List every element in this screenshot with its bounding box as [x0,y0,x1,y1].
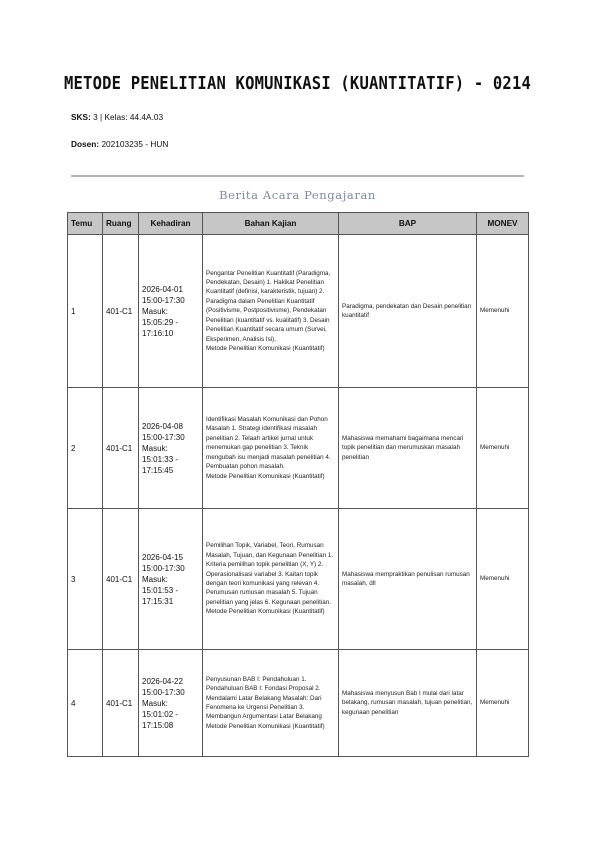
cell-temu: 1 [68,235,103,388]
header-monev: MONEV [477,213,529,235]
header-kehadiran: Kehadiran [139,213,203,235]
keluar-time: 17:15:31 [142,596,174,606]
keluar-time: 17:15:08 [142,720,174,730]
keluar-time: 17:16:10 [142,328,174,338]
jam: 15:00-17:30 [142,687,185,697]
masuk-label: Masuk: [142,698,168,708]
bap-table [67,212,529,757]
bahan-text: Pengantar Penelitian Kuantitatif (Paradigma, Pendekatan, Desain) 1. Hakikat Penelitian Kuantitatif (definisi, karakteristik, tujuan) 2. Paradigma dalam Penelitian Kuantitatif (Positivisme, Postpositivisme), Pendekatan Penelitian (kuantitatif vs. kualitatif) 3. Desain Penelitian Kuantitatif secara umum (Survei, Eksperimen, Analisis Isi). [206,269,331,343]
sks-label: SKS: [71,112,91,122]
bahan-mk: Metode Penelitian Komunikasi (Kuantitatif) [206,722,325,730]
cell-temu: 4 [68,650,103,757]
cell-bahan-kajian [203,509,339,650]
bahan-mk: Metode Penelitian Komunikasi (Kuantitatif) [206,608,325,616]
cell-bahan-kajian [203,235,339,388]
divider [71,175,524,177]
masuk-time: 15:05:29 - [142,317,179,327]
jam: 15:00-17:30 [142,295,185,305]
cell-temu: 2 [68,388,103,509]
tanggal: 2026-04-22 [142,676,183,686]
cell-monev: Memenuhi [477,509,529,650]
masuk-label: Masuk: [142,306,168,316]
masuk-label: Masuk: [142,443,168,453]
header-temu: Temu [68,213,103,235]
table-row [68,388,529,509]
masuk-time: 15:01:53 - [142,585,179,595]
cell-bap: Mahasiswa mempraktikan penulisan rumusan masalah, dll [339,509,477,650]
bahan-text: Pemilihan Topik, Variabel, Teori, Rumusan Masalah, Tujuan, dan Kegunaan Penelitian 1. Kriteria pemilihan topik penelitian (X, Y) 2. Operasionalisasi variabel 3. Kaitan topik dengan teori komunikasi yang relevan 4. Perumusan rumusan masalah 5. Tujuan penelitian yang jelas 6. Kegunaan penelitian. [206,542,334,606]
bahan-text: Penyusunan BAB I: Pendahuluan 1. Pendahuluan BAB I: Fondasi Proposal 2. Mendalami Latar Belakang Masalah: Dari Fenomena ke Urgensi Penelitian 3. Membangun Argumentasi Latar Belakang [206,675,322,721]
cell-kehadiran [139,509,203,650]
dosen-value: 202103235 - HUN [101,139,169,149]
cell-temu: 3 [68,509,103,650]
table-row [68,509,529,650]
masuk-time: 15:01:02 - [142,709,179,719]
tanggal: 2026-04-01 [142,284,183,294]
cell-ruang: 401-C1 [103,509,139,650]
cell-bap: Mahasiswa memahami bagaimana mencari topik penelitian dan merumuskan masalah penelitian [339,388,477,509]
section-title: Berita Acara Pengajaran [219,188,376,202]
bahan-mk: Metode Penelitian Komunikasi (Kuantitatif) [206,344,325,352]
tanggal: 2026-04-08 [142,421,183,431]
jam: 15:00-17:30 [142,432,185,442]
table-row [68,235,529,388]
cell-ruang: 401-C1 [103,650,139,757]
bahan-mk: Metode Penelitian Komunikasi (Kuantitatif) [206,472,325,480]
cell-bap: Paradigma, pendekatan dan Desain penelitian kuantitatif [339,235,477,388]
header-bahan-kajian: Bahan Kajian [203,213,339,235]
course-title: METODE PENELITIAN KOMUNIKASI (KUANTITATIF) - 0214 [63,72,532,94]
masuk-label: Masuk: [142,574,168,584]
jam: 15:00-17:30 [142,563,185,573]
keluar-time: 17:15:45 [142,465,174,475]
sks-class-info [71,112,163,122]
bahan-text: Identifikasi Masalah Komunikasi dan Pohon Masalah 1. Strategi identifikasi masalah penelitian 2. Telaah artikel jurnal untuk menemukan gap penelitian 3. Teknik mengubah isu menjadi masalah penelitian 4. Pembuatan pohon masalah. [206,416,331,471]
tanggal: 2026-04-15 [142,552,183,562]
masuk-time: 15:01:33 - [142,454,179,464]
cell-bap: Mahasiswa menyusun Bab I mulai dari latar belakang, rumusan masalah, tujuan penelitian, kegunaan penelitian [339,650,477,757]
table-header-row [68,213,529,235]
cell-ruang: 401-C1 [103,388,139,509]
header-ruang: Ruang [103,213,139,235]
cell-kehadiran [139,388,203,509]
cell-monev: Memenuhi [477,388,529,509]
dosen-label: Dosen: [71,139,100,149]
cell-bahan-kajian [203,650,339,757]
cell-monev: Memenuhi [477,650,529,757]
cell-kehadiran [139,650,203,757]
table-row [68,650,529,757]
sks-value: 3 | Kelas: 44.4A.03 [93,112,164,122]
cell-bahan-kajian [203,388,339,509]
dosen-info [71,139,168,149]
cell-ruang: 401-C1 [103,235,139,388]
cell-monev: Memenuhi [477,235,529,388]
header-bap: BAP [339,213,477,235]
cell-kehadiran [139,235,203,388]
